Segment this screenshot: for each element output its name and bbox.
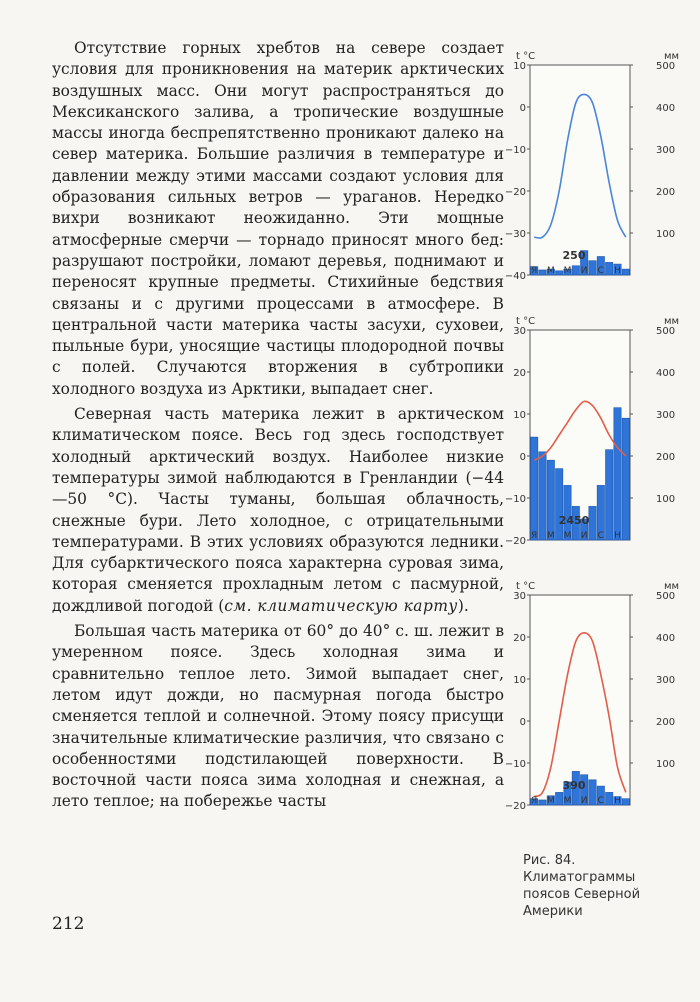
precipitation-bar — [589, 780, 596, 805]
month-label: Н — [614, 266, 621, 276]
precipitation-bar — [547, 460, 554, 540]
precip-axis-label: мм — [664, 51, 680, 62]
temp-axis-label: t °C — [516, 316, 536, 327]
map-reference: см. климатическую карту — [224, 596, 458, 615]
climatogram-svg — [504, 310, 680, 555]
precipitation-bar — [556, 469, 563, 540]
month-label: М — [563, 531, 572, 541]
precipitation-bar — [589, 261, 596, 275]
body-text — [52, 38, 504, 813]
climatogram-temperate-west — [504, 310, 680, 555]
paragraph-2 — [52, 404, 504, 617]
temp-axis-label: t °C — [516, 581, 536, 592]
precipitation-bar — [589, 506, 596, 540]
precip-tick-label: 300 — [656, 675, 676, 686]
climatogram-svg — [504, 575, 680, 820]
temp-axis-label: t °C — [516, 51, 536, 62]
plot-frame — [530, 595, 630, 805]
month-label: М — [546, 796, 555, 806]
month-label: М — [563, 266, 572, 276]
precip-tick-label: 400 — [656, 103, 676, 114]
precip-axis-label: мм — [664, 316, 680, 327]
precipitation-bar — [539, 800, 546, 805]
temp-tick-label: 30 — [513, 591, 526, 602]
month-label: И — [580, 266, 588, 276]
month-label: Я — [531, 266, 538, 276]
month-label: И — [580, 531, 588, 541]
precip-tick-label: 100 — [656, 759, 676, 770]
paragraph-2-main: Северная часть материка лежит в арктическом климатическом поясе. Весь год здесь господствует холодный арктический воздух. Наиболее низкие температуры зимой наблюдаются в Гренландии (−44—50 °С). Часты туманы, большая облачность, снежные бури. Лето холодное, с отрицательными температурами. В этих условиях образуются ледники. Для субарктического пояса характерна суровая зима, которая сменяется прохладным летом с пасмурной, дождливой погодой ( — [52, 405, 504, 615]
precipitation-bar — [606, 262, 613, 275]
temp-tick-label: 20 — [513, 633, 526, 644]
month-label: И — [580, 796, 588, 806]
paragraph-3: Большая часть материка от 60° до 40° с. ш. лежит в умеренном поясе. Здесь холодная зима и сравнительно теплое лето. Зимой выпадает снег, летом идут дожди, но пасмурная погода быстро сменяется теплой и солнечной. Этому поясу присущи значительные климатические различия, что связано с особенностями подстилающей поверхности. В восточной части пояса зима холодная и снежная, а лето теплое; на побережье часты — [52, 622, 504, 811]
paragraph-1: Отсутствие горных хребтов на севере создает условия для проникновения на материк арктических воздушных масс. Они могут распространяться до Мексиканского залива, а тропические воздушные массы иногда беспрепятственно проникают далеко на север материка. Большие различия в температуре и давлении между этими массами создают условия для образования сильных ветров — ураганов. Нередко вихри возникают неожиданно. Эти мощные атмосферные смерчи — торнадо приносят много бед: разрушают постройки, ломают деревья, поднимают и переносят крупные предметы. Стихийные бедствия связаны и с другими процессами в атмосфере. В центральной части материка часты засухи, суховеи, пыльные бури, уносящие частицы плодородной почвы с полей. Случаются вторжения в субтропики холодного воздуха из Арктики, выпадает снег. — [52, 39, 504, 398]
climatogram-temperate-continental — [504, 575, 680, 820]
month-label: Н — [614, 531, 621, 541]
precipitation-bar — [614, 408, 621, 540]
temp-tick-label: −40 — [504, 271, 526, 282]
precip-tick-label: 200 — [656, 717, 676, 728]
precipitation-bar — [606, 450, 613, 540]
paragraph-2-end: ). — [457, 596, 469, 615]
precip-axis-label: мм — [664, 581, 680, 592]
page-number: 212 — [52, 914, 85, 934]
precip-tick-label: 500 — [656, 591, 676, 602]
precipitation-bar — [606, 792, 613, 805]
month-label: С — [597, 266, 604, 276]
month-label: М — [563, 796, 572, 806]
precip-tick-label: 200 — [656, 452, 676, 463]
temp-tick-label: 10 — [513, 61, 526, 72]
temp-tick-label: −10 — [504, 145, 526, 156]
month-label: М — [546, 531, 555, 541]
precipitation-bar — [539, 270, 546, 275]
precip-tick-label: 100 — [656, 494, 676, 505]
precip-tick-label: 300 — [656, 145, 676, 156]
month-label: Н — [614, 796, 621, 806]
precipitation-bar — [622, 418, 629, 540]
temp-tick-label: 30 — [513, 326, 526, 337]
precip-tick-label: 400 — [656, 368, 676, 379]
temp-tick-label: −20 — [504, 187, 526, 198]
month-label: Я — [531, 796, 538, 806]
temp-tick-label: −10 — [504, 494, 526, 505]
annual-precip-label: 390 — [562, 779, 586, 792]
month-label: С — [597, 531, 604, 541]
annual-precip-label: 2450 — [558, 514, 590, 527]
month-label: С — [597, 796, 604, 806]
temp-tick-label: 0 — [519, 103, 526, 114]
precipitation-bar — [622, 799, 629, 805]
climatogram-arctic — [504, 45, 680, 290]
temp-tick-label: 10 — [513, 675, 526, 686]
precip-tick-label: 500 — [656, 326, 676, 337]
month-label: Я — [531, 531, 538, 541]
annual-precip-label: 250 — [562, 249, 586, 262]
temp-tick-label: −20 — [504, 536, 526, 547]
month-label: М — [546, 266, 555, 276]
temp-tick-label: 0 — [519, 452, 526, 463]
temp-tick-label: −10 — [504, 759, 526, 770]
precip-tick-label: 100 — [656, 229, 676, 240]
precipitation-bar — [622, 269, 629, 275]
temp-tick-label: 20 — [513, 368, 526, 379]
precipitation-bar — [556, 792, 563, 805]
temp-tick-label: −20 — [504, 801, 526, 812]
temp-tick-label: −30 — [504, 229, 526, 240]
precipitation-bar — [572, 266, 579, 275]
temp-tick-label: 0 — [519, 717, 526, 728]
precipitation-bar — [539, 452, 546, 540]
precip-tick-label: 300 — [656, 410, 676, 421]
precip-tick-label: 500 — [656, 61, 676, 72]
figure-caption: Рис. 84. Климатограммы поясов Северной Америки — [523, 853, 641, 919]
temp-tick-label: 10 — [513, 410, 526, 421]
precip-tick-label: 200 — [656, 187, 676, 198]
precip-tick-label: 400 — [656, 633, 676, 644]
climatogram-svg — [504, 45, 680, 290]
precipitation-bar — [531, 437, 538, 540]
precipitation-bar — [556, 271, 563, 275]
